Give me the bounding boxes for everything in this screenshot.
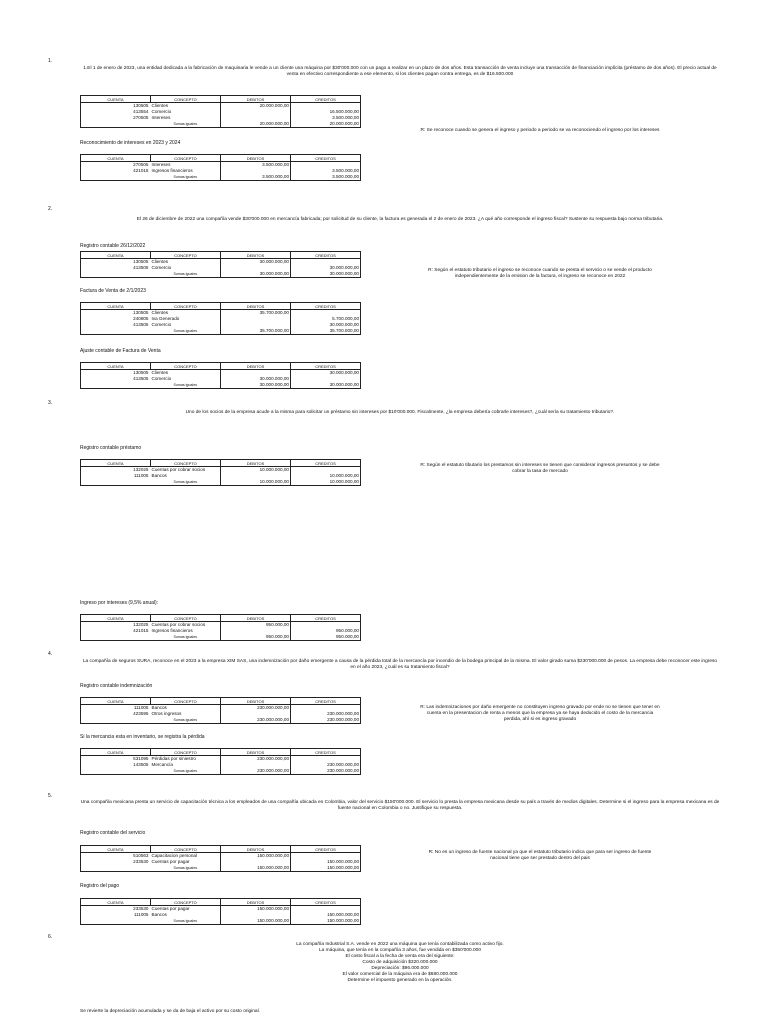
section-label: Ajuste contable de Factura de Venta [80,348,161,354]
text-line: El valor comercial de la máquina era de $680.000.000 [342,971,458,977]
account-code: 240805 [81,316,151,322]
account-code: 270505 [81,115,151,121]
ledger-table [80,845,361,872]
concept: Ingresos financieros [151,628,221,634]
question-number: 3. [48,400,53,406]
account-code: 132025 [81,622,151,629]
debit-amount: 35.700.000,00 [221,328,291,335]
question-text: La compañía de seguros SURA, reconoce en el 2023 a la empresa XIM SAS, una indemnización por daño emergente a causa de la pérdida total de la mercancía por incendio de la bodega principal de la misma. El valor girado suma $230'000.000 de pesos. La empresa debe reconocer este ingreso en el año 2023, ¿cuál es su tratamiento fiscal? [82,659,718,670]
concept: Iva Generado [151,316,221,322]
concept: Sumas iguales [151,634,221,641]
text-line: El costo fiscal a la fecha de venta era del siguiente: [345,953,455,959]
credit-amount: 150.000.000,00 [291,865,361,872]
credit-amount: 10.000.000,00 [291,473,361,479]
concept: Clientes [151,310,221,317]
question-text: 1.El 1 de enero de 2023, una entidad dedicada a la fabricación de maquinaria le vende a un cliente una máquina por $30'000.000 con un pago a realizar en un plazo de dos años. Esta transacción de venta incluye una transacción de financiación implícita (préstamo de dos años). El precio actual de venta en efectivo correspondiente a ese elemento, si los clientes pagan contra entrega, es de $16.500.000 [83,66,717,77]
text-line: Determine el impuesto generado en la operación. [347,977,453,983]
column-header: CONCEPTO [151,899,221,906]
table-row [81,271,361,278]
account-code [81,768,151,775]
table-row [81,479,361,486]
concept: Comercio [151,265,221,271]
concept: Comercio [151,322,221,328]
account-code: 130505 [81,370,151,377]
footer-note: Se revierte la depreciación acumulada y se da de baja el activo por su costo original. [80,1009,260,1014]
credit-amount: 3.500.000,00 [291,168,361,174]
column-header: CUENTA [81,96,151,103]
concept: Capacitacion personal [151,853,221,860]
column-header: CONCEPTO [151,846,221,853]
column-header: CONCEPTO [151,698,221,705]
section-label: Si la mercancia esta en inventario, se registra la pérdida [80,734,205,740]
concept: Bancos [151,473,221,479]
text-line: Depreciación: $96.000.000 [371,965,429,971]
column-header: CUENTA [81,363,151,370]
concept: Bancos [151,705,221,712]
credit-amount: 950.000,00 [291,628,361,634]
credit-amount: 950.000,00 [291,634,361,641]
ledger-table [80,748,361,775]
concept: Cuentas por cobrar socios [151,467,221,474]
text-line: Costo de adquisición $320.000.000 [362,959,438,965]
debit-amount: 30.000.000,00 [221,382,291,389]
concept: Intereses [151,162,221,169]
column-header: CREDITOS [291,96,361,103]
debit-amount: 150.000.000,00 [221,853,291,860]
debit-amount: 10.000.000,00 [221,467,291,474]
account-code: 130505 [81,259,151,266]
column-header: CONCEPTO [151,615,221,622]
column-header: CUENTA [81,749,151,756]
account-code: 111005 [81,473,151,479]
account-code: 143505 [81,762,151,768]
column-header: DEBITOS [221,698,291,705]
concept: Sumas iguales [151,865,221,872]
column-header: CONCEPTO [151,749,221,756]
column-header: CUENTA [81,155,151,162]
concept: Ingresos financieros [151,168,221,174]
answer-text: R: Las indemnizaciones por daño emergente no constituyen ingreso gravado por ende no se tienen que tener en cuenta en la presentacion de renta a menos que la empresa ya se haya deducido el costo de la mercancia perdida, ahí si es ingreso gravado [420,705,660,722]
question-number: 1. [48,58,53,64]
concept: Cuentas por pagar [151,859,221,865]
ledger-table [80,362,361,389]
account-code [81,479,151,486]
credit-amount: 230.000.000,00 [291,711,361,717]
credit-amount: 3.500.000,00 [291,115,361,121]
concept: Sumas iguales [151,121,221,128]
account-code: 413505 [81,376,151,382]
column-header: CONCEPTO [151,96,221,103]
debit-amount: 30.000.000,00 [221,271,291,278]
concept: Sumas iguales [151,271,221,278]
table-row [81,717,361,724]
debit-amount: 3.500.000,00 [221,174,291,181]
column-header: CREDITOS [291,303,361,310]
column-header: CUENTA [81,615,151,622]
debit-amount: 20.000.000,00 [221,103,291,110]
answer-text: R: Se reconoce cuando se genera el ingreso y periodo a periodo se va reconociendo el ingreso por los intereses [420,128,660,133]
credit-amount: 30.000.000,00 [291,370,361,377]
account-code: 132025 [81,467,151,474]
column-header: CREDITOS [291,363,361,370]
debit-amount: 230.000.000,00 [221,717,291,724]
account-code: 413554 [81,109,151,115]
concept: Sumas iguales [151,174,221,181]
question-text [180,942,620,984]
credit-amount: 30.000.000,00 [291,382,361,389]
account-code: 130505 [81,103,151,110]
question-number: 6. [48,934,53,940]
column-header: CREDITOS [291,749,361,756]
ledger-table [80,697,361,724]
concept: Comercio [151,109,221,115]
section-label: Registro del pago [80,883,120,889]
column-header: DEBITOS [221,252,291,259]
table-row [81,865,361,872]
concept: Comercio [151,376,221,382]
account-code [81,717,151,724]
concept: Bancos [151,912,221,918]
credit-amount: 150.000.000,00 [291,859,361,865]
concept: Cuentas por cobrar socios [151,622,221,629]
column-header: DEBITOS [221,155,291,162]
account-code [81,328,151,335]
question-text: Uno de los socios de la empresa acude a la misma para solicitar un préstamo sin intereses por $10'000.000. Fiscalmente, ¿la empresa debería cobrarle intereses?, ¿cuál sería su tratamiento tributario?. [185,410,615,415]
account-code [81,634,151,641]
question-number: 4. [48,651,53,657]
column-header: CUENTA [81,460,151,467]
answer-text: R: No es un ingreso de fuente nacional ya que el estatuto tributario indica que para ser ingreso de fuente nacional tiene que ser prestado dentro del pais [428,850,652,861]
column-header: DEBITOS [221,749,291,756]
credit-amount: 150.000.000,00 [291,918,361,925]
debit-amount: 35.700.000,00 [221,310,291,317]
concept: Sumas iguales [151,328,221,335]
debit-amount: 3.500.000,00 [221,162,291,169]
account-code [81,382,151,389]
credit-amount: 16.500.000,00 [291,109,361,115]
credit-amount: 230.000.000,00 [291,768,361,775]
column-header: CUENTA [81,846,151,853]
concept: Pérdidas por siniestro [151,756,221,763]
debit-amount: 150.000.000,00 [221,918,291,925]
column-header: CREDITOS [291,252,361,259]
ledger-table [80,302,361,335]
column-header: CONCEPTO [151,460,221,467]
account-code: 413505 [81,265,151,271]
account-code: 531095 [81,756,151,763]
column-header: CREDITOS [291,615,361,622]
column-header: CUENTA [81,899,151,906]
account-code: 111005 [81,912,151,918]
column-header: CREDITOS [291,698,361,705]
credit-amount: 30.000.000,00 [291,322,361,328]
column-header: CREDITOS [291,846,361,853]
column-header: DEBITOS [221,303,291,310]
concept: Mercancía [151,762,221,768]
account-code: 421015 [81,168,151,174]
text-line: La máquina, que tenía en la compañía 3 años, fue vendida en $350'000.000 [318,947,481,953]
section-label: Reconocimiento de intereses en 2023 y 2024 [80,140,181,146]
table-row [81,634,361,641]
debit-amount: 150.000.000,00 [221,865,291,872]
answer-text: R: Según el estatuto tributario el ingreso se reconoce cuando se presta el servicio o se vende el producto independientemente de la emision de la factura, el ingreso se reconoce en 2022 [428,268,652,279]
credit-amount: 150.000.000,00 [291,912,361,918]
column-header: CONCEPTO [151,155,221,162]
credit-amount: 5.700.000,00 [291,316,361,322]
question-number: 2. [48,206,53,212]
section-label: Factura de Venta de 2/1/2023 [80,288,146,294]
table-row [81,382,361,389]
text-line: La compañía Industrial S.A. vende en 2022 una máquina que tenía contabilizada como activo fijo. [296,942,504,947]
debit-amount: 950.000,00 [221,622,291,629]
account-code: 421015 [81,628,151,634]
section-label: Registro contable indemnización [80,683,153,689]
concept: Clientes [151,370,221,377]
column-header: CONCEPTO [151,252,221,259]
debit-amount: 20.000.000,00 [221,121,291,128]
debit-amount: 950.000,00 [221,634,291,641]
column-header: DEBITOS [221,899,291,906]
concept: Clientes [151,103,221,110]
account-code: 233530 [81,859,151,865]
question-text: Una compañía mexicana presta un servicio de capacitación técnica a los empleados de una compañía ubicada en Colombia, valor del servicio $150'000.000. El servicio lo presta la empresa mexicana desde su país a través de medios digitales. Determine si el ingreso para la empresa mexicana es de fuente nacional en Colombia o no. Justifique su respuesta. [80,800,720,811]
credit-amount: 30.000.000,00 [291,265,361,271]
account-code [81,121,151,128]
account-code: 423595 [81,711,151,717]
debit-amount: 230.000.000,00 [221,768,291,775]
column-header: DEBITOS [221,460,291,467]
account-code: 233530 [81,906,151,913]
column-header: CUENTA [81,303,151,310]
concept: Intereses [151,115,221,121]
account-code [81,174,151,181]
column-header: CREDITOS [291,899,361,906]
section-label: Registro contable préstamo [80,445,142,451]
section-label: Ingreso por intereses (9,5% anual): [80,600,159,606]
credit-amount: 20.000.000,00 [291,121,361,128]
credit-amount: 230.000.000,00 [291,762,361,768]
concept: Sumas iguales [151,768,221,775]
debit-amount: 150.000.000,00 [221,906,291,913]
column-header: CONCEPTO [151,303,221,310]
debit-amount: 30.000.000,00 [221,259,291,266]
debit-amount: 10.000.000,00 [221,479,291,486]
column-header: CUENTA [81,252,151,259]
account-code: 510563 [81,853,151,860]
credit-amount: 3.500.000,00 [291,174,361,181]
concept: Cuentas por pagar [151,906,221,913]
ledger-table [80,154,361,181]
concept: Sumas iguales [151,382,221,389]
column-header: DEBITOS [221,846,291,853]
table-row [81,174,361,181]
account-code [81,865,151,872]
column-header: DEBITOS [221,615,291,622]
concept: Sumas iguales [151,717,221,724]
credit-amount: 30.000.000,00 [291,271,361,278]
column-header: CREDITOS [291,155,361,162]
concept: Otros ingresos [151,711,221,717]
section-label: Registro contable 26/12/2022 [80,243,146,249]
ledger-table [80,251,361,278]
ledger-table [80,898,361,925]
credit-amount: 10.000.000,00 [291,479,361,486]
table-row [81,768,361,775]
column-header: DEBITOS [221,96,291,103]
column-header: CREDITOS [291,460,361,467]
account-code: 130505 [81,310,151,317]
debit-amount: 30.000.000,00 [221,376,291,382]
question-number: 5. [48,793,53,799]
account-code: 270505 [81,162,151,169]
table-row [81,328,361,335]
column-header: CUENTA [81,698,151,705]
concept: Sumas iguales [151,479,221,486]
column-header: DEBITOS [221,363,291,370]
ledger-table [80,95,361,128]
account-code: 111005 [81,705,151,712]
answer-text: R: Según el estatuto tibutario los prestamos sin intereses se tienen que considerar ingresos presuntos y se debe cobrar la tasa de mercado [420,463,660,474]
question-text: El 26 de diciembre de 2022 una compañía vende $30'000.000 en mercancía fabricada; por solicitud de su cliente, la factura es generada el 2 de enero de 2023. ¿A qué año corresponde el ingreso fiscal? Sustente su respuesta bajo norma tributaria. [136,217,664,222]
table-row [81,121,361,128]
debit-amount: 230.000.000,00 [221,756,291,763]
account-code: 413505 [81,322,151,328]
column-header: CONCEPTO [151,363,221,370]
credit-amount: 230.000.000,00 [291,717,361,724]
credit-amount: 35.700.000,00 [291,328,361,335]
concept: Clientes [151,259,221,266]
concept: Sumas iguales [151,918,221,925]
debit-amount: 230.000.000,00 [221,705,291,712]
table-row [81,918,361,925]
section-label: Registro contable del servicio [80,830,146,836]
ledger-table [80,459,361,486]
account-code [81,918,151,925]
account-code [81,271,151,278]
ledger-table [80,614,361,641]
